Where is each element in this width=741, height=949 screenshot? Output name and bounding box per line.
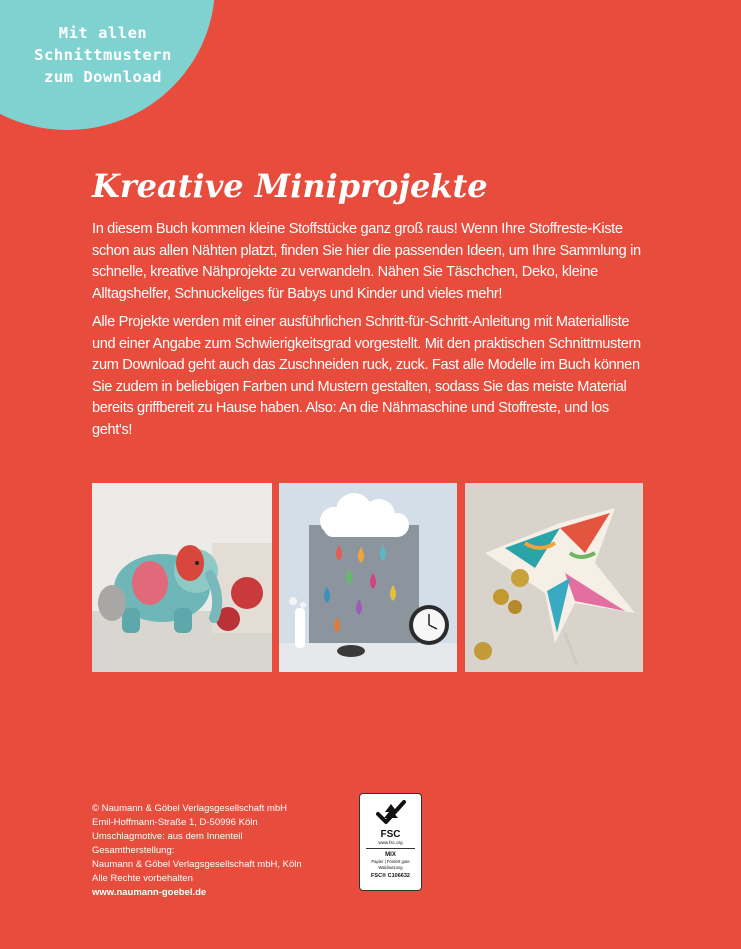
imprint-address: Emil-Hoffmann-Straße 1, D-50996 Köln xyxy=(92,817,258,828)
badge-line-2: Schnittmustern xyxy=(34,46,172,64)
fsc-word: FSC xyxy=(380,829,401,840)
download-badge-text xyxy=(18,22,188,88)
photo-fabric-coin-purse xyxy=(465,483,643,672)
imprint-production-label: Gesamtherstellung: xyxy=(92,845,175,856)
imprint-cover-motifs: Umschlagmotive: aus dem Innenteil xyxy=(92,831,243,842)
fsc-label xyxy=(359,793,422,891)
blurb-paragraph-2: Alle Projekte werden mit einer ausführlichen Schritt-für-Schritt-Anleitung mit Materialliste und einer Angabe zum Schwierigkeitsgrad vorgestellt. Mit den praktischen Schnittmustern zum Download geht auch das Zuschneiden ruck, zuck. Fast alle Modelle im Buch können Sie zudem in beliebigen Farben und Mustern gestalten, sodass Sie das meiste Material bereits griffbereit zu Hause haben. Also: An die Nähmaschine und Stoffreste, und los geht's! xyxy=(92,314,641,438)
fsc-code: FSC® C106632 xyxy=(371,873,410,879)
blurb-paragraph-1: In diesem Buch kommen kleine Stoffstücke ganz groß raus! Wenn Ihre Stoffreste-Kiste schon aus allen Nähten platzt, finden Sie hier die passenden Ideen, um Ihre Sammlung in schnelle, kreative Nähprojekte zu verwandeln. Nähen Sie Täschchen, Deko, kleine Alltagshelfer, Schnuckeliges für Babys und Kinder und vieles mehr! xyxy=(92,221,641,302)
headline: Kreative Miniprojekte xyxy=(92,167,488,205)
fsc-mix: MIX xyxy=(385,852,396,858)
imprint xyxy=(92,802,352,900)
imprint-rights: Alle Rechte vorbehalten xyxy=(92,873,193,884)
imprint-website: www.naumann-goebel.de xyxy=(92,887,207,898)
photo-fabric-elephant xyxy=(92,483,272,672)
photo-cloud-raindrop-decor xyxy=(279,483,457,672)
fsc-divider xyxy=(366,848,415,849)
imprint-copyright: © Naumann & Göbel Verlagsgesellschaft mbH xyxy=(92,803,287,814)
badge-line-1: Mit allen xyxy=(58,24,148,42)
fsc-description: Papier | Fördert gute Waldnutzung xyxy=(371,859,410,870)
fsc-url: www.fsc.org xyxy=(378,840,403,845)
imprint-production-value: Naumann & Göbel Verlagsgesellschaft mbH, Köln xyxy=(92,859,302,870)
badge-line-3: zum Download xyxy=(44,68,162,86)
blurb xyxy=(92,219,652,448)
fsc-tree-check-icon xyxy=(372,798,410,828)
